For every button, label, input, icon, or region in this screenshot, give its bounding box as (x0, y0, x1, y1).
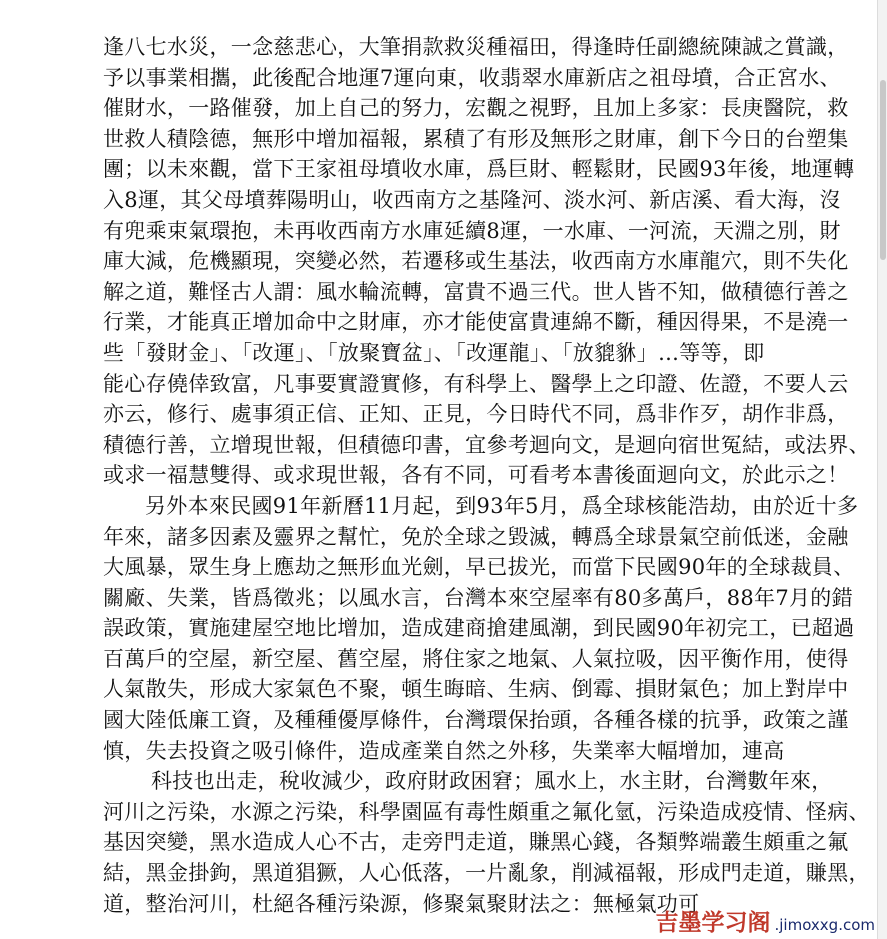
text-line: 予以事業相攜，此後配合地運7運向東，收翡翠水庫新店之祖母墳，合正宮水、 (103, 65, 841, 90)
text-line: 亦云，修行、處事須正信、正知、正見，今日時代不同，爲非作歹，胡作非爲， (103, 402, 849, 427)
text-line: 百萬戶的空屋，新空屋、舊空屋，將住家之地氣、人氣拉吸，因平衡作用，使得 (103, 646, 849, 671)
text-line: 國大陸低廉工資，及種種優厚條件，台灣環保抬頭，各種各樣的抗爭，政策之謹 (103, 708, 849, 733)
text-line: 人氣散失，形成大家氣色不聚，頓生晦暗、生病、倒霉、損財氣色；加上對岸中 (103, 677, 849, 702)
site-watermark (655, 904, 875, 937)
text-line: 催財水，一路催發，加上自己的努力，宏觀之視野，且加上多家：長庚醫院，救 (103, 96, 849, 121)
document-body (103, 32, 870, 919)
text-line: 逢八七水災，一念慈悲心，大筆捐款救災種福田，得逢時任副總統陳誠之賞識， (103, 35, 849, 59)
text-line: 基因突變，黑水造成人心不古，走旁門走道，賺黑心錢，各類弊端叢生頗重之氟 (103, 830, 849, 855)
vertical-scrollbar[interactable] (877, 0, 887, 939)
text-line: 解之道，難怪古人謂：風水輪流轉，富貴不過三代。世人皆不知，做積德行善之 (103, 279, 849, 304)
text-line: 大風暴，眾生身上應劫之無形血光劍，早已拔光，而當下民國90年的全球裁員、 (103, 555, 855, 580)
text-line: 河川之污染，水源之污染，科學園區有毒性頗重之氟化氫，污染造成疫情、怪病、 (103, 799, 870, 824)
text-line: 關廠、失業，皆爲徵兆；以風水言，台灣本來空屋率有80多萬戶，88年7月的錯 (103, 585, 853, 610)
watermark-url: .jimoxxg.com (774, 916, 875, 934)
text-line: 能心存僥倖致富，凡事要實證實修，有科學上、醫學上之印證、佐證，不要人云 (103, 371, 849, 396)
text-line: 入8運，其父母墳葬陽明山，收西南方之基隆河、淡水河、新店溪、看大海，沒 (103, 187, 841, 212)
watermark-site-name: 吉墨学习阁 (655, 910, 771, 936)
text-line: 或求一福慧雙得、或求現世報，各有不同，可看考本書後面迴向文，於此示之！ (103, 463, 849, 488)
paragraph-start-line: 另外本來民國91年新曆11月起，到93年5月，爲全球核能浩劫，由於近十多 (145, 493, 859, 518)
text-line: 道，整治河川，杜絕各種污染源，修聚氣聚財法之：無極氣功可 (103, 891, 700, 916)
text-line: 結，黑金掛鉤，黑道猖獗，人心低落，一片亂象，削減福報，形成門走道，賺黑， (103, 861, 870, 886)
text-line: 有兜乘束氣環抱，未再收西南方水庫延續8運，一水庫、一河流，天淵之別，財 (103, 218, 841, 243)
scrollbar-thumb[interactable] (880, 80, 886, 260)
text-line: 世救人積陰德，無形中增加福報，累積了有形及無形之財庫，創下今日的台塑集 (103, 126, 849, 151)
text-line: 慎，失去投資之吸引條件，造成產業自然之外移，失業率大幅增加，連高 (103, 738, 785, 763)
text-line: 積德行善，立增現世報，但積德印書，宜參考迴向文，是迴向宿世冤結，或法界、 (103, 432, 870, 457)
text-line: 誤政策，實施建屋空地比增加，造成建商搶建風潮，到民國90年初完工，已超過 (103, 616, 855, 641)
text-line: 行業，才能真正增加命中之財庫，亦才能使富貴連綿不斷，種因得果，不是澆一 (103, 310, 849, 335)
text-line: 團；以未來觀，當下王家祖母墳收水庫，爲巨財、輕鬆財，民國93年後，地運轉 (103, 157, 855, 182)
text-line: 庫大減，危機顯現，突變必然，若遷移或生基法，收西南方水庫龍穴，則不失化 (103, 249, 849, 274)
text-line: 些「發財金」、「改運」、「放聚寶盆」、「改運龍」、「放貔貅」…等等，即 (103, 340, 765, 365)
text-line: 年來，諸多因素及靈界之幫忙，免於全球之毀滅，轉爲全球景氣空前低迷，金融 (103, 524, 849, 549)
paragraph-start-line: 科技也出走，稅收減少，政府財政困窘；風水上，水主財，台灣數年來， (151, 769, 833, 794)
